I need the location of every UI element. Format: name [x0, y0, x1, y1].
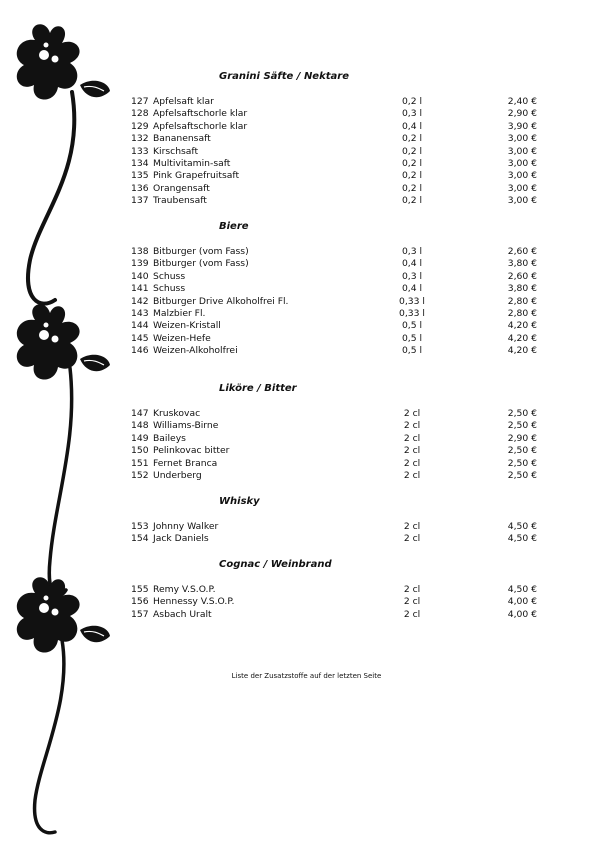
item-number: 144: [131, 320, 149, 332]
item-name: Malzbier Fl.: [153, 308, 206, 319]
item-number: 129: [131, 120, 149, 132]
item-number: 141: [131, 283, 149, 295]
item-number: 156: [131, 596, 149, 608]
menu-item: [131, 96, 541, 108]
item-name: Johnny Walker: [153, 521, 219, 532]
item-quantity: 2 cl: [403, 608, 421, 620]
item-quantity: 2 cl: [403, 596, 421, 608]
section-title: Cognac / Weinbrand: [219, 559, 332, 570]
item-price: 3,00 €: [507, 182, 537, 194]
section-title: Liköre / Bitter: [219, 383, 297, 394]
item-price: 4,50 €: [507, 584, 537, 595]
item-number: 138: [131, 246, 149, 257]
item-number: 134: [131, 158, 149, 169]
item-price: 2,60 €: [507, 246, 537, 257]
menu-item: [131, 271, 541, 283]
item-price: 4,20 €: [507, 320, 537, 332]
item-name: Traubensaft: [153, 195, 207, 207]
item-price: 2,80 €: [507, 308, 537, 319]
item-name: Multivitamin-saft: [153, 158, 231, 169]
item-quantity: 0,3 l: [401, 270, 423, 282]
item-number: 152: [131, 470, 149, 481]
item-name: Kruskovac: [153, 408, 201, 419]
item-quantity: 0,33 l: [399, 308, 425, 319]
item-number: 143: [131, 308, 149, 319]
item-number: 135: [131, 170, 149, 182]
menu-item: [131, 158, 541, 170]
item-quantity: 0,2 l: [401, 158, 423, 169]
item-number: 133: [131, 145, 149, 157]
menu-item: [131, 146, 541, 158]
item-name: Asbach Uralt: [153, 608, 212, 620]
item-price: 4,00 €: [507, 596, 537, 608]
item-quantity: 0,4 l: [401, 283, 423, 295]
item-number: 145: [131, 332, 149, 344]
item-quantity: 2 cl: [403, 533, 421, 545]
item-price: 2,40 €: [507, 96, 537, 107]
item-price: 2,50 €: [507, 420, 537, 432]
item-name: Bitburger (vom Fass): [153, 246, 249, 257]
item-quantity: 2 cl: [403, 408, 421, 419]
section-title: Biere: [219, 221, 249, 232]
section-title: Whisky: [219, 496, 260, 507]
item-quantity: 0,2 l: [401, 182, 423, 194]
item-quantity: 2 cl: [403, 470, 421, 481]
menu-item: [131, 584, 541, 596]
item-name: Pink Grapefruitsaft: [153, 170, 240, 182]
item-quantity: 0,2 l: [401, 133, 423, 145]
item-quantity: 2 cl: [403, 584, 421, 595]
item-name: Apfelsaftschorle klar: [153, 108, 248, 120]
item-quantity: 2 cl: [403, 432, 421, 444]
menu-item: [131, 445, 541, 457]
item-number: 140: [131, 270, 149, 282]
item-price: 3,00 €: [507, 145, 537, 157]
item-name: Jack Daniels: [153, 533, 209, 545]
item-name: Orangensaft: [153, 182, 210, 194]
menu-item: [131, 345, 541, 357]
item-price: 2,90 €: [507, 108, 537, 120]
item-number: 150: [131, 445, 149, 457]
item-number: 128: [131, 108, 149, 120]
item-number: 155: [131, 584, 149, 595]
item-price: 3,90 €: [507, 120, 537, 132]
item-name: Weizen-Kristall: [153, 320, 221, 332]
menu-item: [131, 296, 541, 308]
item-price: 3,80 €: [507, 258, 537, 270]
item-number: 137: [131, 195, 149, 207]
item-price: 3,00 €: [507, 133, 537, 145]
menu-item: [131, 258, 541, 270]
menu-item: [131, 283, 541, 295]
menu-item: [131, 170, 541, 182]
menu-item: [131, 108, 541, 120]
item-price: 2,50 €: [507, 445, 537, 457]
menu-item: [131, 596, 541, 608]
menu-item: [131, 320, 541, 332]
item-name: Underberg: [153, 470, 202, 481]
item-quantity: 2 cl: [403, 445, 421, 457]
item-price: 4,50 €: [507, 533, 537, 545]
item-number: 142: [131, 295, 149, 307]
item-name: Schuss: [153, 283, 186, 295]
item-name: Apfelsaftschorle klar: [153, 120, 248, 132]
item-price: 4,20 €: [507, 332, 537, 344]
item-name: Schuss: [153, 270, 186, 282]
item-number: 157: [131, 608, 149, 620]
item-number: 148: [131, 420, 149, 432]
item-name: Bitburger Drive Alkoholfrei Fl.: [153, 295, 289, 307]
item-quantity: 0,2 l: [401, 145, 423, 157]
item-price: 2,50 €: [507, 457, 537, 469]
menu-item: [131, 420, 541, 432]
menu-item: [131, 246, 541, 258]
item-number: 132: [131, 133, 149, 145]
menu-item: [131, 470, 541, 482]
item-number: 149: [131, 432, 149, 444]
menu-item: [131, 333, 541, 345]
item-name: Hennessy V.S.O.P.: [153, 596, 235, 608]
item-name: Bananensaft: [153, 133, 211, 145]
item-quantity: 0,33 l: [399, 295, 425, 307]
item-number: 153: [131, 521, 149, 532]
item-number: 139: [131, 258, 149, 270]
item-price: 3,00 €: [507, 195, 537, 207]
item-name: Bitburger (vom Fass): [153, 258, 249, 270]
menu-item: [131, 133, 541, 145]
menu-item: [131, 458, 541, 470]
item-name: Remy V.S.O.P.: [153, 584, 216, 595]
item-name: Pelinkovac bitter: [153, 445, 230, 457]
item-name: Baileys: [153, 432, 186, 444]
item-price: 2,60 €: [507, 270, 537, 282]
item-quantity: 0,5 l: [401, 332, 423, 344]
item-price: 3,80 €: [507, 283, 537, 295]
item-price: 3,00 €: [507, 170, 537, 182]
item-number: 136: [131, 182, 149, 194]
item-name: Weizen-Alkoholfrei: [153, 345, 238, 357]
item-quantity: 0,2 l: [401, 170, 423, 182]
menu-item: [131, 533, 541, 545]
item-price: 2,50 €: [507, 408, 537, 419]
menu-item: [131, 408, 541, 420]
menu-item: [131, 183, 541, 195]
item-number: 147: [131, 408, 149, 419]
item-number: 127: [131, 96, 149, 107]
item-quantity: 2 cl: [403, 457, 421, 469]
menu-item: [131, 195, 541, 207]
item-name: Williams-Birne: [153, 420, 219, 432]
menu-item: [131, 521, 541, 533]
item-price: 4,00 €: [507, 608, 537, 620]
item-name: Kirschsaft: [153, 145, 199, 157]
item-price: 2,80 €: [507, 295, 537, 307]
item-quantity: 0,4 l: [401, 258, 423, 270]
item-price: 4,50 €: [507, 521, 537, 532]
item-quantity: 2 cl: [403, 420, 421, 432]
menu-item: [131, 308, 541, 320]
item-price: 2,50 €: [507, 470, 537, 481]
item-quantity: 0,4 l: [401, 120, 423, 132]
menu-item: [131, 121, 541, 133]
item-name: Fernet Branca: [153, 457, 218, 469]
item-number: 154: [131, 533, 149, 545]
item-price: 4,20 €: [507, 345, 537, 357]
item-price: 2,90 €: [507, 432, 537, 444]
section-title: Granini Säfte / Nektare: [219, 71, 349, 82]
item-quantity: 0,2 l: [401, 96, 423, 107]
menu-item: [131, 433, 541, 445]
additives-note: Liste der Zusatzstoffe auf der letzten Seite: [231, 672, 382, 680]
item-quantity: 0,5 l: [401, 345, 423, 357]
item-price: 3,00 €: [507, 158, 537, 169]
item-quantity: 0,5 l: [401, 320, 423, 332]
item-number: 151: [131, 457, 149, 469]
item-quantity: 0,3 l: [401, 108, 423, 120]
item-name: Weizen-Hefe: [153, 332, 211, 344]
item-quantity: 0,2 l: [401, 195, 423, 207]
item-quantity: 2 cl: [403, 521, 421, 532]
menu-item: [131, 609, 541, 621]
item-number: 146: [131, 345, 149, 357]
item-name: Apfelsaft klar: [153, 96, 214, 107]
item-quantity: 0,3 l: [401, 246, 423, 257]
